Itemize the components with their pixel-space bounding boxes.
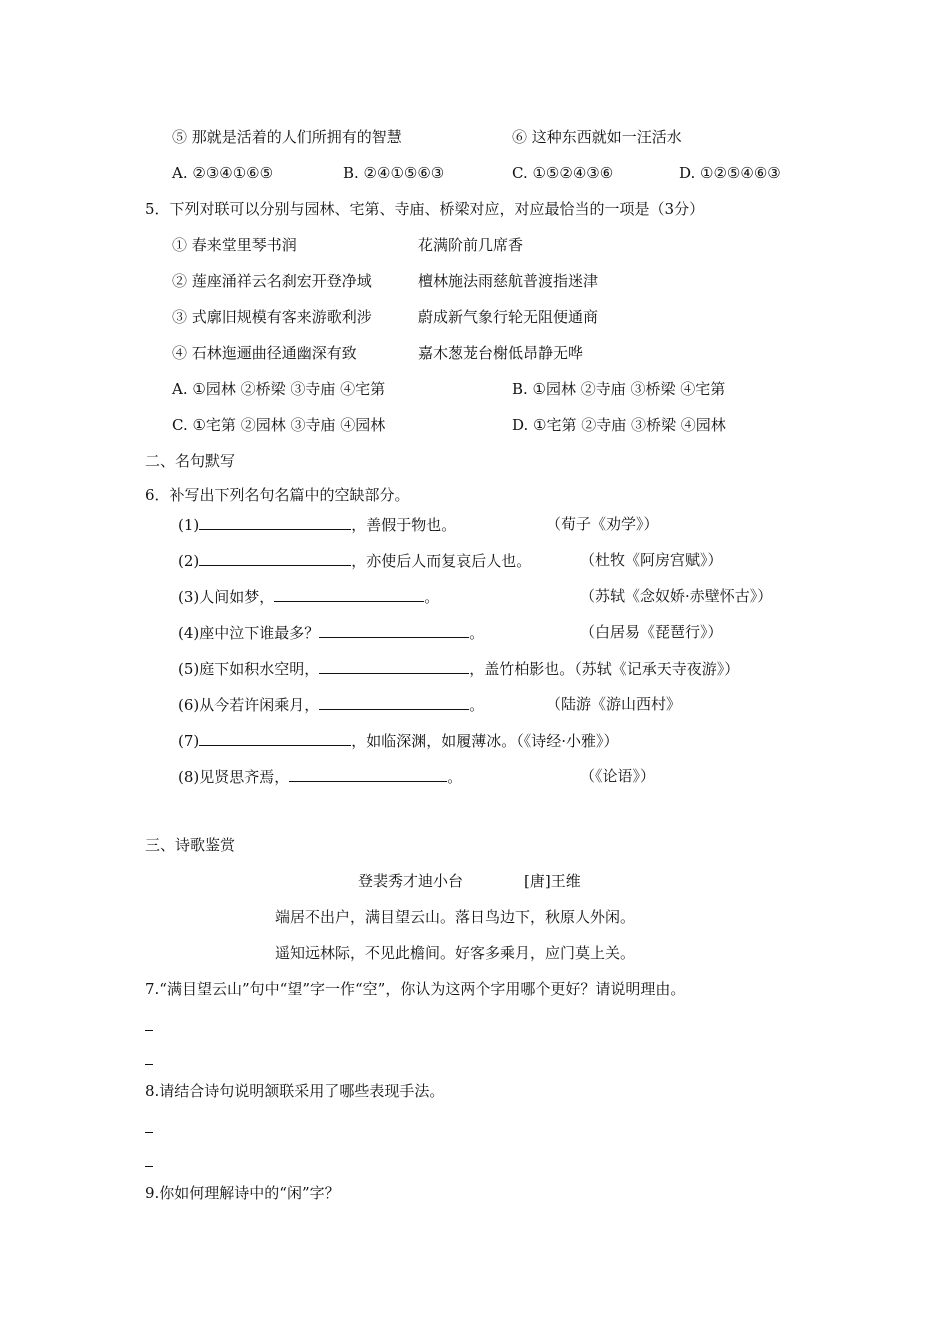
poem-line-1: 端居不出户，满目望云山。落日鸟边下，秋原人外闲。: [275, 908, 636, 926]
q6-item-5-suffix: ，盖竹柏影也。（苏轼《记承天寺夜游》）: [469, 660, 740, 678]
q4-option-b: B. ②④①⑤⑥③: [343, 164, 445, 182]
answer-blank[interactable]: [199, 550, 351, 566]
answer-blank[interactable]: [319, 658, 469, 674]
poem-author: [唐]王维: [524, 872, 581, 890]
q6-item-5-prefix: (5)庭下如积水空明，: [178, 660, 320, 678]
q6-item-3-prefix: (3)人间如梦，: [178, 588, 275, 606]
answer-blank[interactable]: [199, 730, 351, 746]
q8-stem: 8.请结合诗句说明颔联采用了哪些表现手法。: [145, 1082, 445, 1100]
q6-item-2-source: （杜牧《阿房宫赋》）: [580, 551, 723, 569]
q6-item-1: [178, 514, 456, 535]
q4-option-d: D. ①②⑤④⑥③: [679, 164, 781, 182]
q4-option-a: A. ②③④①⑥⑤: [172, 164, 274, 182]
poem-title: 登裴秀才迪小台: [358, 872, 464, 890]
q6-item-6-prefix: (6)从今若许闲乘月，: [178, 696, 320, 714]
q6-item-4-prefix: (4)座中泣下谁最多？: [178, 624, 320, 642]
q6-item-2: [178, 550, 531, 571]
q5-couplet-1-right: 花满阶前几席香: [418, 236, 524, 254]
answer-line[interactable]: [145, 1132, 153, 1133]
q6-item-4-suffix: 。: [469, 624, 485, 642]
answer-blank[interactable]: [319, 622, 469, 638]
answer-blank[interactable]: [289, 766, 447, 782]
q6-item-8: [178, 766, 462, 787]
q9-stem: 9.你如何理解诗中的“闲”字？: [145, 1184, 340, 1202]
q6-item-4-source: （白居易《琵琶行》）: [580, 623, 723, 641]
q6-item-5: [178, 658, 739, 679]
answer-blank[interactable]: [199, 514, 351, 530]
q6-item-6: [178, 694, 484, 715]
answer-line[interactable]: [145, 1064, 153, 1065]
q6-item-7: [178, 730, 619, 751]
q6-item-6-suffix: 。: [469, 696, 485, 714]
answer-blank[interactable]: [319, 694, 469, 710]
answer-line[interactable]: [145, 1030, 153, 1031]
q5-couplet-2-left: ② 莲座涌祥云名刹宏开登净域: [172, 272, 372, 290]
q6-item-1-source: （荀子《劝学》）: [546, 515, 659, 533]
q5-option-a: A. ①园林 ②桥梁 ③寺庙 ④宅第: [172, 380, 386, 398]
poem-line-2: 遥知远林际，不见此檐间。好客多乘月，应门莫上关。: [275, 944, 636, 962]
q4-item-5: ⑤ 那就是活着的人们所拥有的智慧: [172, 128, 402, 146]
q6-item-8-prefix: (8)见贤思齐焉，: [178, 768, 290, 786]
q5-couplet-4-left: ④ 石林迤逦曲径通幽深有致: [172, 344, 357, 362]
q6-item-2-prefix: (2): [178, 552, 200, 570]
q6-item-7-suffix: ，如临深渊，如履薄冰。（《诗经·小雅》）: [351, 732, 619, 750]
q6-item-3-suffix: 。: [424, 588, 440, 606]
q5-couplet-1-left: ① 春来堂里琴书润: [172, 236, 297, 254]
q5-option-b: B. ①园林 ②寺庙 ③桥梁 ④宅第: [512, 380, 726, 398]
q5-couplet-2-right: 檀林施法雨慈航普渡指迷津: [418, 272, 599, 290]
answer-blank[interactable]: [274, 586, 424, 602]
q5-stem: 5．下列对联可以分别与园林、宅第、寺庙、桥梁对应，对应最恰当的一项是（3分）: [145, 200, 705, 218]
q5-option-d: D. ①宅第 ②寺庙 ③桥梁 ④园林: [512, 416, 726, 434]
q5-couplet-4-right: 嘉木葱茏台榭低昂静无哗: [418, 344, 584, 362]
q5-option-c: C. ①宅第 ②园林 ③寺庙 ④园林: [172, 416, 386, 434]
q6-item-1-prefix: (1): [178, 516, 200, 534]
section-3-heading: 三、诗歌鉴赏: [145, 836, 236, 854]
q6-item-2-suffix: ，亦使后人而复哀后人也。: [351, 552, 532, 570]
q6-item-4: [178, 622, 484, 643]
q7-stem: 7.“满目望云山”句中“望”字一作“空”，你认为这两个字用哪个更好？请说明理由。: [145, 980, 686, 998]
q6-item-8-suffix: 。: [447, 768, 463, 786]
q4-option-c: C. ①⑤②④③⑥: [512, 164, 614, 182]
q6-item-3: [178, 586, 439, 607]
q5-couplet-3-right: 蔚成新气象行轮无阻便通商: [418, 308, 599, 326]
q6-item-6-source: （陆游《游山西村》: [546, 695, 682, 713]
q6-item-3-source: （苏轼《念奴娇·赤壁怀古》）: [580, 587, 773, 605]
q6-stem: 6．补写出下列名句名篇中的空缺部分。: [145, 486, 410, 504]
q6-item-1-suffix: ，善假于物也。: [351, 516, 457, 534]
q6-item-8-source: （《论语》）: [580, 767, 656, 785]
answer-line[interactable]: [145, 1166, 153, 1167]
section-2-heading: 二、名句默写: [145, 452, 236, 470]
q5-couplet-3-left: ③ 式廓旧规模有客来游歌利涉: [172, 308, 372, 326]
q6-item-7-prefix: (7): [178, 732, 200, 750]
q4-item-6: ⑥ 这种东西就如一汪活水: [512, 128, 682, 146]
